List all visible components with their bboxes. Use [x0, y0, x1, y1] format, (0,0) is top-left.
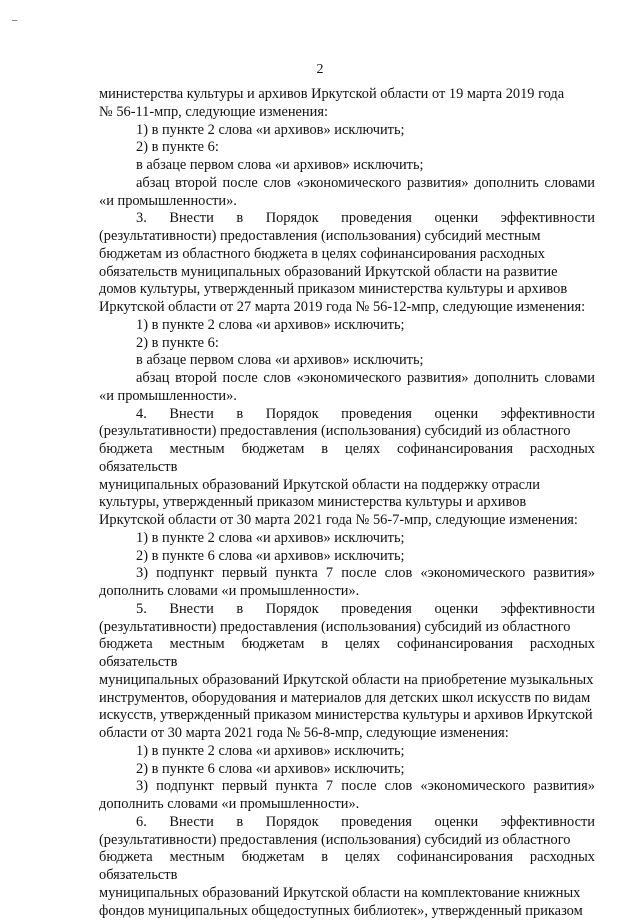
text-line: дополнить словами «и промышленности». [99, 796, 595, 814]
text-line: обязательств муниципальных образований Иркутской области на развитие [99, 264, 595, 282]
text-line: домов культуры, утвержденный приказом министерства культуры и архивов [99, 281, 595, 299]
text-line: бюджета местным бюджетам в целях софинансирования расходных обязательств [99, 636, 595, 672]
page-number: 2 [0, 62, 640, 78]
text-line: министерства культуры и архивов Иркутской области от 19 марта 2019 года [99, 86, 595, 104]
text-line: муниципальных образований Иркутской области на комплектование книжных [99, 885, 595, 903]
text-line: искусств, утвержденный приказом министерства культуры и архивов Иркутской [99, 707, 595, 725]
text-line: в абзаце первом слова «и архивов» исключить; [99, 352, 595, 370]
text-line: (результативности) предоставления (использования) субсидий из областного [99, 423, 595, 441]
text-line: бюджета местным бюджетам в целях софинансирования расходных обязательств [99, 441, 595, 477]
document-body [99, 86, 595, 920]
text-line: 5. Внести в Порядок проведения оценки эффективности [99, 601, 595, 619]
corner-mark: – [12, 14, 18, 26]
text-line: 2) в пункте 6 слова «и архивов» исключить; [99, 548, 595, 566]
text-line: культуры, утвержденный приказом министерства культуры и архивов [99, 494, 595, 512]
text-line: 1) в пункте 2 слова «и архивов» исключить; [99, 122, 595, 140]
text-line: фондов муниципальных общедоступных библиотек», утвержденный приказом [99, 903, 595, 920]
text-line: абзац второй после слов «экономического развития» дополнить словами [99, 370, 595, 388]
text-line: абзац второй после слов «экономического развития» дополнить словами [99, 175, 595, 193]
text-line: инструментов, оборудования и материалов для детских школ искусств по видам [99, 690, 595, 708]
text-line: 1) в пункте 2 слова «и архивов» исключить; [99, 530, 595, 548]
text-line: (результативности) предоставления (использования) субсидий из областного [99, 619, 595, 637]
text-line: 3) подпункт первый пункта 7 после слов «экономического развития» [99, 778, 595, 796]
text-line: 2) в пункте 6: [99, 335, 595, 353]
text-line: 1) в пункте 2 слова «и архивов» исключить; [99, 743, 595, 761]
text-line: (результативности) предоставления (использования) субсидий местным [99, 228, 595, 246]
text-line: Иркутской области от 30 марта 2021 года № 56-7-мпр, следующие изменения: [99, 512, 595, 530]
text-line: в абзаце первом слова «и архивов» исключить; [99, 157, 595, 175]
text-line: «и промышленности». [99, 193, 595, 211]
text-line: 2) в пункте 6: [99, 139, 595, 157]
text-line: 6. Внести в Порядок проведения оценки эффективности [99, 814, 595, 832]
text-line: «и промышленности». [99, 388, 595, 406]
text-line: 3. Внести в Порядок проведения оценки эффективности [99, 210, 595, 228]
text-line: области от 30 марта 2021 года № 56-8-мпр, следующие изменения: [99, 725, 595, 743]
text-line: 4. Внести в Порядок проведения оценки эффективности [99, 406, 595, 424]
text-line: № 56-11-мпр, следующие изменения: [99, 104, 595, 122]
text-line: бюджета местным бюджетам в целях софинансирования расходных обязательств [99, 849, 595, 885]
text-line: (результативности) предоставления (использования) субсидий из областного [99, 832, 595, 850]
text-line: дополнить словами «и промышленности». [99, 583, 595, 601]
text-line: 1) в пункте 2 слова «и архивов» исключить; [99, 317, 595, 335]
text-line: муниципальных образований Иркутской области на приобретение музыкальных [99, 672, 595, 690]
text-line: муниципальных образований Иркутской области на поддержку отрасли [99, 477, 595, 495]
text-line: 2) в пункте 6 слова «и архивов» исключить; [99, 761, 595, 779]
text-line: 3) подпункт первый пункта 7 после слов «экономического развития» [99, 565, 595, 583]
text-line: Иркутской области от 27 марта 2019 года № 56-12-мпр, следующие изменения: [99, 299, 595, 317]
text-line: бюджетам из областного бюджета в целях софинансирования расходных [99, 246, 595, 264]
